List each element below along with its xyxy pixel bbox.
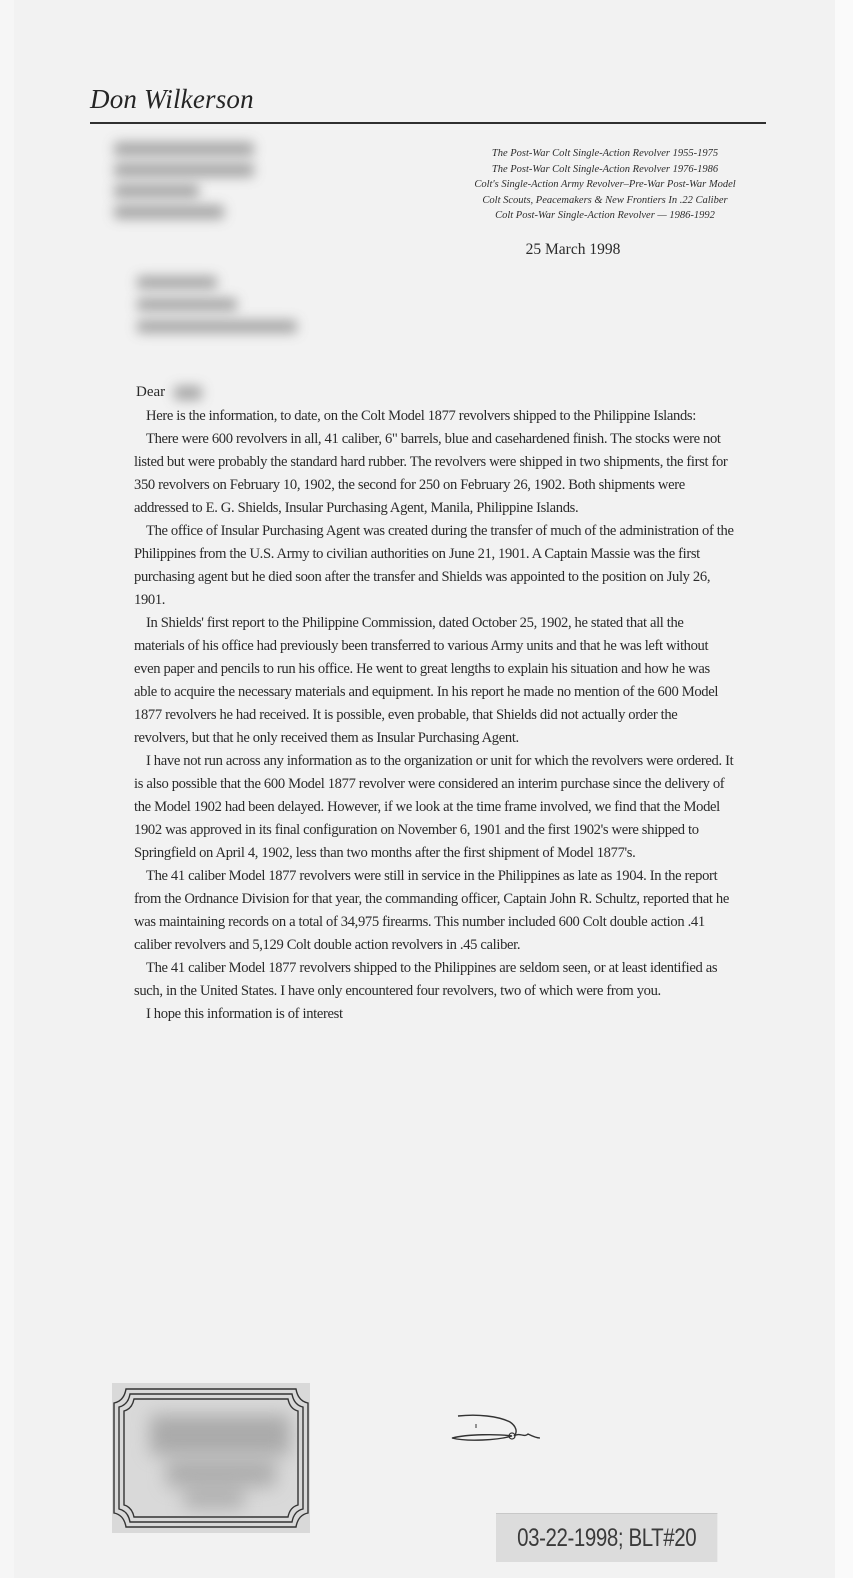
salutation (136, 384, 165, 401)
seal-frame-icon (112, 1383, 310, 1533)
book-title: The Post-War Colt Single-Action Revolver 1955-1975 (491, 148, 719, 159)
paragraph: There were 600 revolvers in all, 41 caliber, 6" barrels, blue and casehardened finish. The stocks were not listed but were probably the standard hard rubber. The revolvers were shipped in two shipments, the first for 350 revolvers on February 10, 1902, the second for 250 on February 26, 1902. Both shipments were addressed to E. G. Shields, Insular Purchasing Agent, Manila, Philippine Islands. (134, 431, 728, 516)
paragraph: The office of Insular Purchasing Agent was created during the transfer of much of the administration of the Philippines from the U.S. Army to civilian authorities on June 21, 1901. A Captain Massie was the first purchasing agent but he died soon after the transfer and Shields was appointed to the position on July 26, 1901. (134, 523, 734, 608)
book-title: Colt's Single-Action Army Revolver–Pre-War Post-War Model (474, 179, 736, 190)
book-title: The Post-War Colt Single-Action Revolver 1976-1986 (491, 163, 719, 175)
page-edge-right (835, 0, 853, 1578)
paragraph: I have not run across any information as to the organization or unit for which the revolvers were ordered. It is also possible that the 600 Model 1877 revolver were considered an interim purchase since the delivery of the Model 1902 had been delayed. However, if we look at the time frame involved, we find that the Model 1902 was approved in its final configuration on November 6, 1901 and the first 1902's were shipped to Springfield on April 4, 1902, less than two months after the first shipment of Model 1877's. (134, 753, 734, 861)
signature (448, 1408, 558, 1453)
book-title: Colt Scouts, Peacemakers & New Frontiers In .22 Caliber (482, 194, 728, 206)
paragraph: In Shields' first report to the Philippine Commission, dated October 25, 1902, he stated that all the materials of his office had previously been transferred to various Army units and that he was left without even paper and pencils to run his office. He went to great lengths to explain his situation and how he was able to acquire the necessary materials and equipment. In his report he made no mention of the 600 Model 1877 revolvers he had received. It is possible, even probable, that Shields did not actually order the revolvers, but that he only received them as Insular Purchasing Agent. (134, 615, 719, 746)
letter-body (134, 405, 734, 1026)
redacted-recipient-name (174, 386, 202, 400)
books-list (440, 146, 770, 224)
letter-date: 25 March 1998 (525, 241, 621, 258)
archive-stamp: 03-22-1998; BLT#20 (496, 1513, 717, 1562)
paragraph: The 41 caliber Model 1877 revolvers shipped to the Philippines are seldom seen, or at least identified as such, in the United States. I have only encountered four revolvers, two of which were from you. (134, 960, 718, 999)
signature-icon (448, 1408, 558, 1448)
paragraph: The 41 caliber Model 1877 revolvers were still in service in the Philippines as late as 1904. In the report from the Ordnance Division for that year, the commanding officer, Captain John R. Schultz, reported that he was maintaining records on a total of 34,975 firearms. This number included 600 Colt double action .41 caliber revolvers and 5,129 Colt double action revolvers in .45 caliber. (134, 868, 729, 953)
closing-line: I hope this information is of interest (146, 1006, 343, 1022)
letterhead-rule (90, 122, 766, 124)
redacted-address-seal (112, 1383, 310, 1533)
salutation-text: Dear (136, 384, 166, 400)
book-title: Colt Post-War Single-Action Revolver — 1986-1992 (495, 210, 715, 221)
paragraph: Here is the information, to date, on the Colt Model 1877 revolvers shipped to the Philippine Islands: (146, 408, 696, 424)
letterhead-name: Don Wilkerson (90, 84, 254, 114)
page-edge-left (0, 0, 14, 1578)
